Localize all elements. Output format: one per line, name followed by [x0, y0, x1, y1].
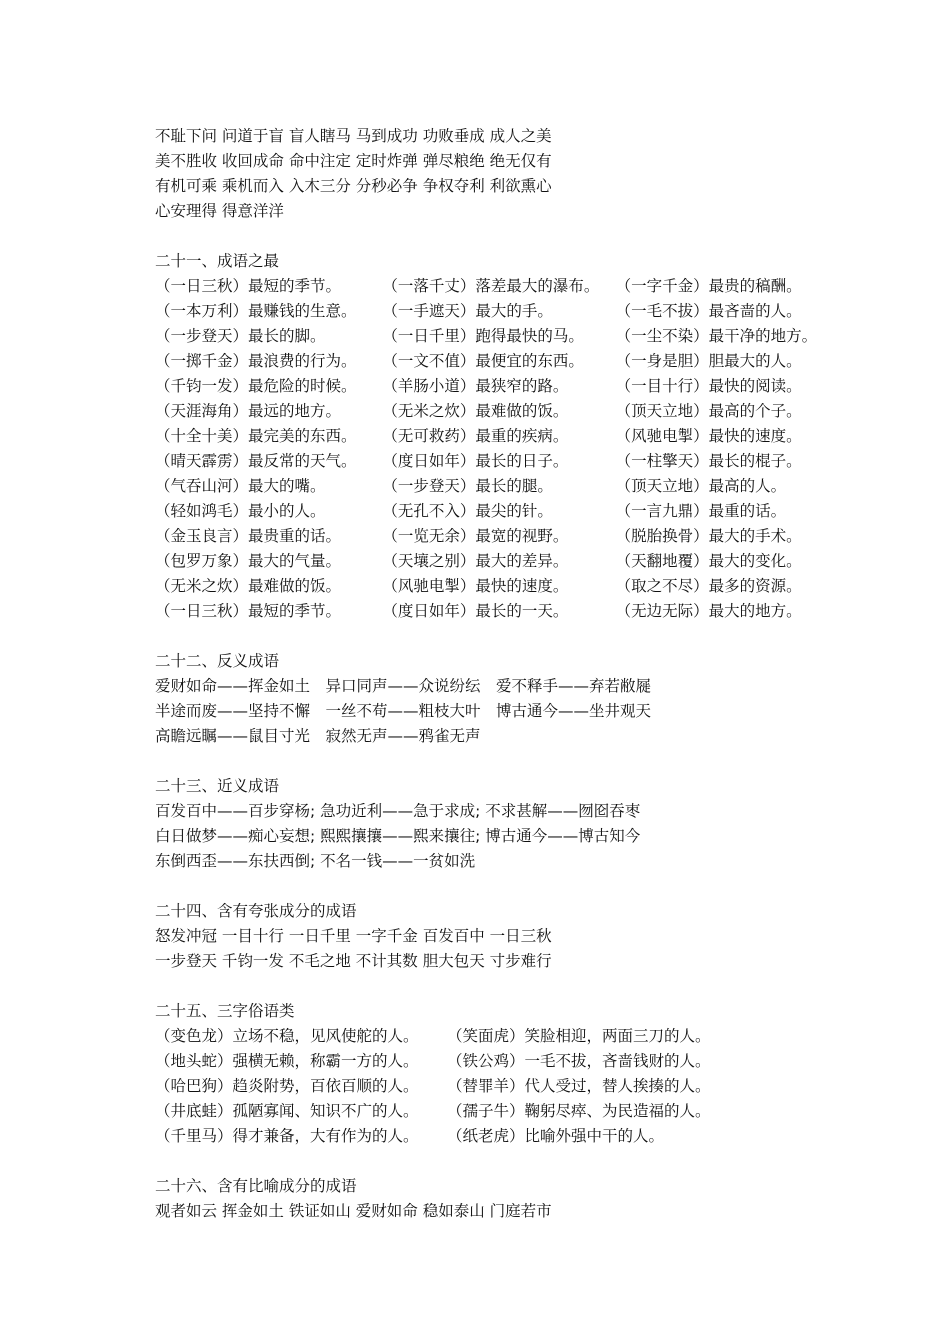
section-22 — [155, 649, 855, 749]
table-row — [155, 1124, 855, 1149]
text-line: 爱财如命——挥金如土 异口同声——众说纷纭 爱不释手——弃若敝屣 — [155, 677, 652, 695]
table-row — [155, 399, 855, 424]
table-row — [155, 274, 855, 299]
text-line: 心安理得 得意洋洋 — [155, 202, 284, 220]
table-row — [155, 374, 855, 399]
table-cell: （一言九鼎）最重的话。 — [615, 502, 787, 520]
section-26 — [155, 1174, 855, 1224]
table-cell: （一柱擎天）最长的棍子。 — [615, 452, 802, 470]
table-cell: （度日如年）最长的一天。 — [382, 602, 569, 620]
table-cell: （气吞山河）最大的嘴。 — [155, 477, 326, 495]
table-cell: （包罗万象）最大的气量。 — [155, 552, 342, 570]
table-cell: （笑面虎）笑脸相迎，两面三刀的人。 — [447, 1027, 711, 1045]
table-cell: （地头蛇）强横无赖，称霸一方的人。 — [155, 1052, 419, 1070]
table-row — [155, 549, 855, 574]
spacer — [155, 1149, 855, 1174]
text-line: 半途而废——坚持不懈 一丝不苟——粗枝大叶 博古通今——坐井观天 — [155, 702, 652, 720]
table-row — [155, 599, 855, 624]
table-cell: （天壤之别）最大的差异。 — [382, 552, 569, 570]
table-cell: （度日如年）最长的日子。 — [382, 452, 569, 470]
table-cell: （井底蛙）孤陋寡闻、知识不广的人。 — [155, 1102, 419, 1120]
section-heading: 二十一、成语之最 — [155, 252, 280, 270]
table-cell: （一文不值）最便宜的东西。 — [382, 352, 584, 370]
idiom-chain — [155, 124, 855, 224]
table-row — [155, 1074, 855, 1099]
table-cell: （无米之炊）最难做的饭。 — [382, 402, 569, 420]
table-cell: （哈巴狗）趋炎附势，百依百顺的人。 — [155, 1077, 419, 1095]
table-cell: （金玉良言）最贵重的话。 — [155, 527, 342, 545]
spacer — [155, 974, 855, 999]
section-heading: 二十五、三字俗语类 — [155, 1002, 295, 1020]
table-row — [155, 349, 855, 374]
table-cell: （无可救药）最重的疾病。 — [382, 427, 569, 445]
table-cell: （一日三秋）最短的季节。 — [155, 277, 342, 295]
text-line: 观者如云 挥金如土 铁证如山 爱财如命 稳如泰山 门庭若市 — [155, 1202, 552, 1220]
table-cell: （一身是胆）胆最大的人。 — [615, 352, 802, 370]
table-cell: （一步登天）最长的脚。 — [155, 327, 326, 345]
table-cell: （一尘不染）最干净的地方。 — [615, 327, 818, 345]
spacer — [155, 224, 855, 249]
table-row — [155, 324, 855, 349]
text-line: 东倒西歪——东扶西倒; 不名一钱——一贫如洗 — [155, 852, 476, 870]
section-heading: 二十四、含有夸张成分的成语 — [155, 902, 357, 920]
text-line: 有机可乘 乘机而入 入木三分 分秒必争 争权夺利 利欲熏心 — [155, 177, 552, 195]
table-cell: （无孔不入）最尖的针。 — [382, 502, 553, 520]
table-cell: （天翻地覆）最大的变化。 — [615, 552, 802, 570]
table-cell: （无边无际）最大的地方。 — [615, 602, 802, 620]
table-cell: （一掷千金）最浪费的行为。 — [155, 352, 357, 370]
table-cell: （一步登天）最长的腿。 — [382, 477, 553, 495]
table-cell: （一本万利）最赚钱的生意。 — [155, 302, 357, 320]
table-row — [155, 424, 855, 449]
table-cell: （取之不尽）最多的资源。 — [615, 577, 802, 595]
table-cell: （一目十行）最快的阅读。 — [615, 377, 802, 395]
table-cell: （脱胎换骨）最大的手术。 — [615, 527, 802, 545]
table-cell: （轻如鸿毛）最小的人。 — [155, 502, 326, 520]
table-cell: （顶天立地）最高的个子。 — [615, 402, 802, 420]
section-25 — [155, 999, 855, 1149]
table-cell: （替罪羊）代人受过，替人挨揍的人。 — [447, 1077, 711, 1095]
text-line: 白日做梦——痴心妄想; 熙熙攘攘——熙来攘往; 博古通今——博古知今 — [155, 827, 641, 845]
table-cell: （风驰电掣）最快的速度。 — [615, 427, 802, 445]
table-cell: （一手遮天）最大的手。 — [382, 302, 553, 320]
table-cell: （十全十美）最完美的东西。 — [155, 427, 357, 445]
text-line: 不耻下问 问道于盲 盲人瞎马 马到成功 功败垂成 成人之美 — [155, 127, 552, 145]
table-cell: （无米之炊）最难做的饭。 — [155, 577, 342, 595]
table-cell: （羊肠小道）最狭窄的路。 — [382, 377, 569, 395]
section-heading: 二十二、反义成语 — [155, 652, 280, 670]
table-cell: （一字千金）最贵的稿酬。 — [615, 277, 802, 295]
text-line: 一步登天 千钧一发 不毛之地 不计其数 胆大包天 寸步难行 — [155, 952, 552, 970]
table-cell: （风驰电掣）最快的速度。 — [382, 577, 569, 595]
text-line: 高瞻远瞩——鼠目寸光 寂然无声——鸦雀无声 — [155, 727, 481, 745]
table-cell: （孺子牛）鞠躬尽瘁、为民造福的人。 — [447, 1102, 711, 1120]
table-cell: （千里马）得才兼备，大有作为的人。 — [155, 1127, 419, 1145]
spacer — [155, 749, 855, 774]
spacer — [155, 874, 855, 899]
document-content — [155, 124, 855, 1224]
section-24 — [155, 899, 855, 974]
table-cell: （天涯海角）最远的地方。 — [155, 402, 342, 420]
table-row — [155, 524, 855, 549]
table-cell: （顶天立地）最高的人。 — [615, 477, 787, 495]
table-row — [155, 474, 855, 499]
table-row — [155, 499, 855, 524]
table-cell: （纸老虎）比喻外强中干的人。 — [447, 1127, 665, 1145]
section-23 — [155, 774, 855, 874]
table-cell: （变色龙）立场不稳，见风使舵的人。 — [155, 1027, 419, 1045]
section-heading: 二十六、含有比喻成分的成语 — [155, 1177, 357, 1195]
table-row — [155, 574, 855, 599]
table-cell: （一日三秋）最短的季节。 — [155, 602, 342, 620]
table-cell: （千钧一发）最危险的时候。 — [155, 377, 357, 395]
text-line: 怒发冲冠 一目十行 一日千里 一字千金 百发百中 一日三秋 — [155, 927, 552, 945]
table-row — [155, 1049, 855, 1074]
table-cell: （一览无余）最宽的视野。 — [382, 527, 569, 545]
table-row — [155, 1099, 855, 1124]
table-cell: （一毛不拔）最吝啬的人。 — [615, 302, 802, 320]
table-cell: （铁公鸡）一毛不拔，吝啬钱财的人。 — [447, 1052, 711, 1070]
table-cell: （一落千丈）落差最大的瀑布。 — [382, 277, 600, 295]
spacer — [155, 624, 855, 649]
table-row — [155, 449, 855, 474]
table-cell: （一日千里）跑得最快的马。 — [382, 327, 584, 345]
table-row — [155, 1024, 855, 1049]
text-line: 美不胜收 收回成命 命中注定 定时炸弹 弹尽粮绝 绝无仅有 — [155, 152, 552, 170]
table-cell: （晴天霹雳）最反常的天气。 — [155, 452, 357, 470]
section-21 — [155, 249, 855, 624]
text-line: 百发百中——百步穿杨; 急功近利——急于求成; 不求甚解——囫囵吞枣 — [155, 802, 641, 820]
section-heading: 二十三、近义成语 — [155, 777, 280, 795]
table-row — [155, 299, 855, 324]
